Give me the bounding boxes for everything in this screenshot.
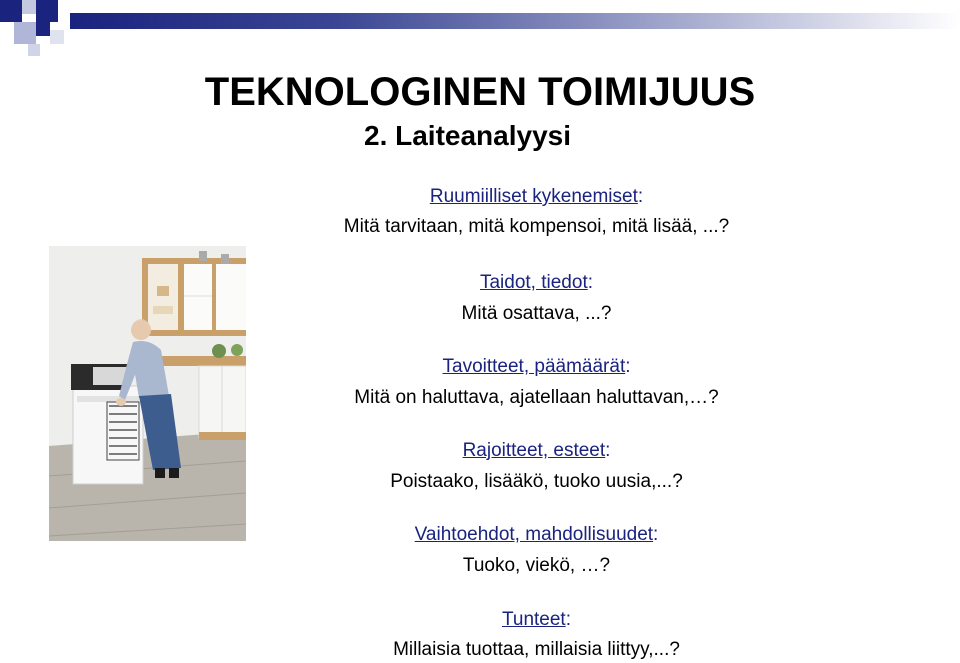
- section-heading-feelings: Tunteet:: [501, 609, 571, 630]
- section-body-physical: Mitä tarvitaan, mitä kompensoi, mitä lisää, ...?: [343, 216, 730, 237]
- decor-square-5: [36, 22, 50, 36]
- kitchen-photo: [49, 246, 246, 541]
- section-heading-alternatives: Vaihtoehdot, mahdollisuudet:: [414, 524, 659, 545]
- decor-square-3: [36, 0, 58, 22]
- section-body-feelings: Millaisia tuottaa, millaisia liittyy,...?: [393, 639, 680, 660]
- decor-square-1: [0, 0, 22, 22]
- decor-square-4: [14, 22, 36, 44]
- section-heading-skills: Taidot, tiedot:: [479, 272, 594, 293]
- section-body-goals: Mitä on haluttava, ajatellaan haluttavan,…?: [354, 387, 719, 408]
- header-gradient-bar: [70, 13, 960, 29]
- section-body-alternatives: Tuoko, viekö, …?: [462, 555, 611, 576]
- kitchen-illustration: [49, 246, 246, 541]
- section-body-skills: Mitä osattava, ...?: [461, 303, 612, 324]
- decor-square-6: [50, 30, 64, 44]
- section-heading-physical: Ruumiilliset kykenemiset:: [429, 186, 644, 207]
- slide-title: TEKNOLOGINEN TOIMIJUUS: [204, 70, 756, 114]
- section-body-constraints: Poistaako, lisääkö, tuoko uusia,...?: [390, 471, 683, 492]
- section-heading-goals: Tavoitteet, päämäärät:: [442, 356, 631, 377]
- decor-square-7: [28, 44, 40, 56]
- decor-square-2: [22, 0, 36, 14]
- slide-subtitle: 2. Laiteanalyysi: [364, 120, 572, 151]
- section-heading-constraints: Rajoitteet, esteet:: [462, 440, 611, 461]
